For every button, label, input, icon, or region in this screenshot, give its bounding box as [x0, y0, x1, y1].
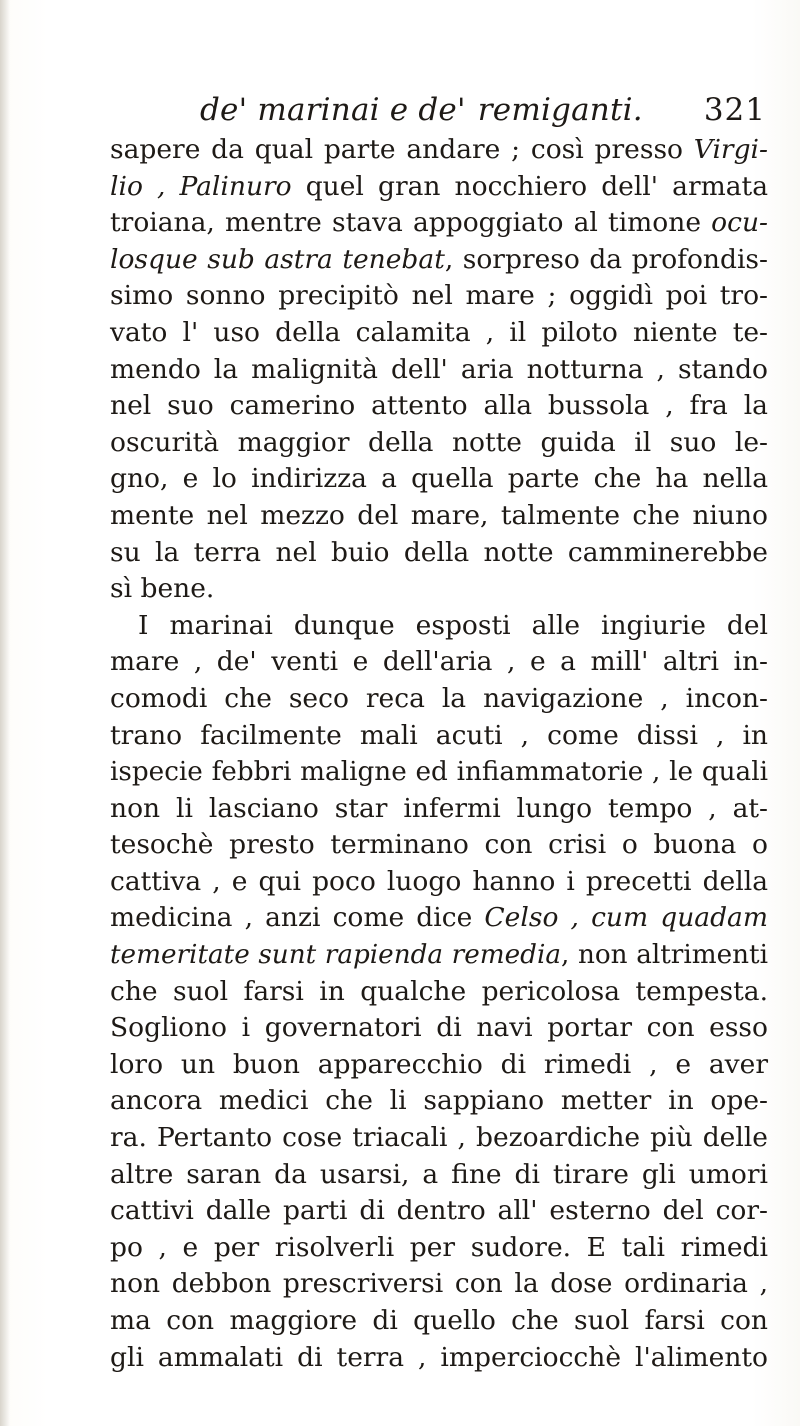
text-line: sì bene. — [110, 573, 215, 605]
running-title-part-b: remiganti. — [477, 92, 643, 128]
text-line: Sogliono i governatori di navi portar con esso — [110, 1012, 768, 1044]
text-line: gli ammalati di terra , imperciocchè l'alimento — [110, 1341, 768, 1373]
text-line: cattivi dalle parti di dentro all' esterno del cor- — [110, 1195, 768, 1227]
text-line: mare , de' venti e dell'aria , e a mill' altri in- — [110, 646, 768, 678]
text-line: lio , Palinuro quel gran nocchiero dell' armata — [110, 170, 768, 202]
text-line: gno, e lo indirizza a quella parte che ha nella — [110, 463, 768, 495]
text-line: mendo la malignità dell' aria notturna , stando — [110, 353, 768, 385]
text-line: medicina , anzi come dice Celso , cum quadam — [110, 902, 768, 934]
text-line: che suol farsi in qualche pericolosa tempesta. — [110, 975, 768, 1007]
text-line: altre saran da usarsi, a fine di tirare gli umori — [110, 1158, 768, 1190]
text-line: cattiva , e qui poco luogo hanno i precetti della — [110, 865, 768, 897]
text-line: ancora medici che li sappiano metter in ope- — [110, 1085, 768, 1117]
running-head — [200, 92, 766, 128]
text-line: comodi che seco reca la navigazione , incon- — [110, 682, 768, 714]
text-line: trano facilmente mali acuti , come dissi , in — [110, 719, 768, 751]
gutter-shadow — [0, 0, 10, 1426]
running-title-part-a: de' marinai e de' — [200, 92, 466, 128]
text-line: nel suo camerino attento alla bussola , fra la — [110, 390, 768, 422]
text-line: po , e per risolverli per sudore. E tali rimedi — [110, 1231, 768, 1263]
body-text — [110, 132, 768, 1376]
text-line: losque sub astra tenebat, sorpreso da profondis- — [110, 243, 768, 275]
text-line: simo sonno precipitò nel mare ; oggidì poi tro- — [110, 280, 768, 312]
running-title — [200, 92, 643, 128]
text-line: ma con maggiore di quello che suol farsi con — [110, 1305, 768, 1336]
text-line: temeritate sunt rapienda remedia, non altrimenti — [110, 940, 769, 971]
text-line: non li lasciano star infermi lungo tempo , at- — [110, 792, 768, 824]
text-line: sapere da qual parte andare ; così presso Virgi- — [110, 134, 768, 165]
text-line: tesochè presto terminano con crisi o buona o — [110, 829, 768, 861]
page-number: 321 — [703, 92, 766, 128]
text-line: ra. Pertanto cose triacali , bezoardiche più delle — [110, 1122, 768, 1154]
text-line: troiana, mentre stava appoggiato al timone ocu- — [110, 207, 768, 239]
text-line: mente nel mezzo del mare, talmente che niuno — [110, 499, 768, 531]
text-line: oscurità maggior della notte guida il suo le- — [110, 426, 768, 458]
text-line: vato l' uso della calamita , il piloto niente te- — [110, 316, 768, 348]
text-line: ispecie febbri maligne ed infiammatorie , le quali — [110, 757, 768, 788]
text-line: loro un buon apparecchio di rimedi , e aver — [110, 1048, 768, 1080]
text-line: su la terra nel buio della notte camminerebbe — [110, 536, 768, 568]
text-line: I marinai dunque esposti alle ingiurie del — [138, 609, 768, 641]
text-line: non debbon prescriversi con la dose ordinaria , — [110, 1268, 768, 1300]
